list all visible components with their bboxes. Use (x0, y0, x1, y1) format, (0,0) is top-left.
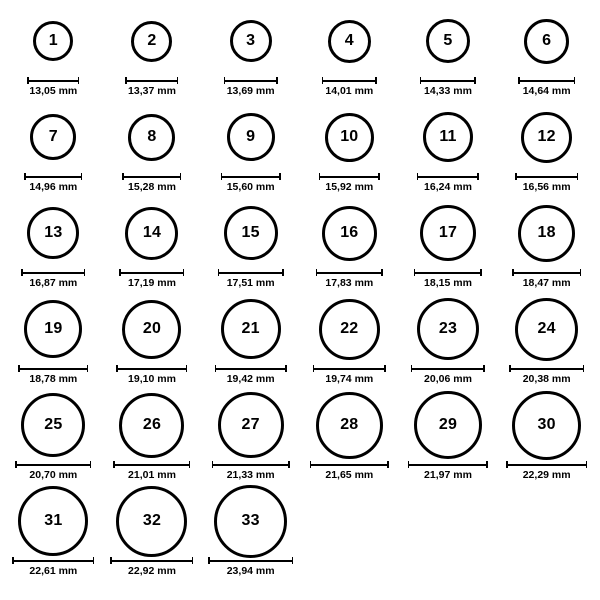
dimension-tick-left-icon (319, 173, 321, 180)
ring-circle-wrap (131, 10, 172, 72)
dimension-tick-left-icon (18, 365, 20, 372)
ring-size-cell[interactable] (103, 202, 202, 298)
dimension-line-icon (322, 77, 377, 84)
ring-diameter-text: 22,29 mm (522, 469, 571, 481)
dimension-tick-right-icon (285, 365, 287, 372)
ring-size-cell[interactable] (201, 202, 300, 298)
ring-size-label: 12 (537, 128, 556, 145)
ring-size-cell[interactable] (399, 394, 498, 490)
ring-size-cell[interactable] (4, 10, 103, 106)
ring-dimension (509, 365, 584, 386)
ring-size-label: 26 (142, 416, 162, 433)
ring-size-label: 28 (340, 416, 359, 433)
dimension-line-icon (515, 173, 578, 180)
ring-diameter-text: 18,15 mm (424, 277, 472, 289)
ring-circle-wrap (423, 106, 473, 168)
ring-size-label: 24 (537, 320, 556, 337)
ring-diameter-text: 18,47 mm (522, 277, 571, 289)
ring-size-label: 1 (48, 32, 58, 49)
ring-size-label: 20 (142, 320, 162, 337)
dimension-tick-right-icon (78, 77, 80, 84)
dimension-tick-right-icon (375, 77, 377, 84)
ring-size-cell[interactable] (201, 10, 300, 106)
ring-circle (33, 21, 73, 61)
ring-diameter-text: 17,83 mm (325, 277, 374, 289)
ring-size-cell[interactable] (4, 202, 103, 298)
ring-size-label: 4 (344, 32, 354, 49)
ring-size-label: 2 (147, 32, 157, 49)
dimension-tick-right-icon (483, 365, 485, 372)
ring-circle (30, 114, 76, 160)
ring-size-label: 9 (246, 128, 256, 145)
dimension-tick-right-icon (180, 173, 182, 180)
ring-diameter-text: 14,96 mm (29, 181, 78, 193)
ring-size-cell[interactable] (103, 490, 202, 586)
dimension-line-icon (221, 173, 281, 180)
dimension-tick-left-icon (15, 461, 17, 468)
ring-circle-wrap (325, 106, 374, 168)
dimension-line-icon (506, 461, 587, 468)
dimension-tick-left-icon (122, 173, 124, 180)
dimension-line-icon (27, 77, 79, 84)
ring-dimension (316, 269, 383, 290)
ring-size-label: 16 (340, 224, 359, 241)
ring-circle-wrap (524, 10, 569, 72)
dimension-tick-left-icon (414, 269, 416, 276)
ring-circle (322, 206, 377, 261)
ring-size-label: 29 (438, 416, 458, 433)
ring-size-cell[interactable] (497, 298, 596, 394)
ring-diameter-text: 15,28 mm (128, 181, 176, 193)
ring-dimension (224, 77, 278, 98)
ring-diameter-text: 22,61 mm (29, 565, 78, 577)
ring-diameter-text: 23,94 mm (226, 565, 275, 577)
ring-circle-wrap (316, 394, 383, 456)
ring-size-cell[interactable] (497, 10, 596, 106)
dimension-tick-left-icon (21, 269, 23, 276)
dimension-line-icon (12, 557, 94, 564)
ring-dimension (313, 365, 386, 386)
dimension-tick-right-icon (282, 269, 284, 276)
dimension-tick-right-icon (189, 461, 191, 468)
dimension-line-icon (119, 269, 184, 276)
ring-dimension (322, 77, 377, 98)
ring-diameter-text: 21,97 mm (424, 469, 472, 481)
dimension-line-icon (208, 557, 293, 564)
ring-size-label: 3 (246, 32, 256, 49)
ring-circle (21, 393, 85, 457)
ring-circle-wrap (322, 202, 377, 264)
ring-dimension (24, 173, 82, 194)
dimension-line-icon (224, 77, 278, 84)
ring-size-cell[interactable] (201, 394, 300, 490)
ring-circle (420, 205, 476, 261)
ring-circle (116, 486, 187, 557)
ring-diameter-text: 15,92 mm (325, 181, 374, 193)
dimension-tick-right-icon (90, 461, 92, 468)
ring-dimension (518, 77, 575, 98)
ring-size-cell[interactable] (103, 106, 202, 202)
ring-circle (328, 20, 371, 63)
ring-dimension (208, 557, 293, 578)
dimension-line-icon (113, 461, 190, 468)
dimension-tick-left-icon (224, 77, 226, 84)
ring-diameter-text: 14,64 mm (522, 85, 571, 97)
dimension-tick-right-icon (177, 77, 179, 84)
ring-diameter-text: 14,33 mm (424, 85, 472, 97)
ring-size-label: 8 (147, 128, 157, 145)
ring-circle-wrap (221, 298, 281, 360)
ring-size-cell[interactable] (4, 298, 103, 394)
ring-diameter-text: 13,05 mm (29, 85, 78, 97)
ring-circle (128, 114, 175, 161)
ring-circle (221, 299, 281, 359)
ring-dimension (506, 461, 587, 482)
ring-size-label: 19 (44, 320, 63, 337)
ring-diameter-text: 14,01 mm (325, 85, 374, 97)
ring-dimension (125, 77, 178, 98)
dimension-tick-right-icon (586, 461, 588, 468)
dimension-tick-right-icon (276, 77, 278, 84)
dimension-tick-left-icon (218, 269, 220, 276)
ring-diameter-text: 19,42 mm (226, 373, 275, 385)
ring-dimension (319, 173, 380, 194)
dimension-tick-right-icon (583, 365, 585, 372)
dimension-tick-right-icon (93, 557, 95, 564)
dimension-line-icon (313, 365, 386, 372)
dimension-tick-right-icon (192, 557, 194, 564)
ring-diameter-text: 16,87 mm (29, 277, 78, 289)
ring-dimension (310, 461, 389, 482)
ring-circle (119, 393, 184, 458)
ring-circle-wrap (224, 202, 278, 264)
dimension-tick-right-icon (574, 77, 576, 84)
ring-diameter-text: 16,24 mm (424, 181, 472, 193)
ring-size-label: 21 (241, 320, 260, 337)
ring-dimension (12, 557, 94, 578)
ring-size-label: 5 (443, 32, 453, 49)
ring-circle (230, 20, 272, 62)
dimension-line-icon (15, 461, 91, 468)
ring-circle-wrap (227, 106, 275, 168)
ring-circle (515, 298, 578, 361)
ring-circle-wrap (521, 106, 572, 168)
ring-circle-wrap (218, 394, 284, 456)
dimension-tick-right-icon (577, 173, 579, 180)
ring-circle (518, 205, 575, 262)
dimension-line-icon (417, 173, 479, 180)
ring-circle-wrap (420, 202, 476, 264)
ring-diameter-text: 20,06 mm (424, 373, 472, 385)
dimension-tick-left-icon (322, 77, 324, 84)
ring-diameter-text: 20,70 mm (29, 469, 78, 481)
ring-size-cell[interactable] (103, 394, 202, 490)
ring-size-label: 14 (142, 224, 162, 241)
ring-dimension (512, 269, 581, 290)
ring-size-label: 6 (542, 32, 552, 49)
ring-dimension (110, 557, 193, 578)
dimension-line-icon (408, 461, 488, 468)
dimension-tick-left-icon (221, 173, 223, 180)
ring-size-cell[interactable] (4, 490, 103, 586)
ring-size-label: 10 (340, 128, 359, 145)
ring-circle-wrap (512, 394, 581, 456)
dimension-tick-left-icon (27, 77, 29, 84)
ring-size-label: 18 (537, 224, 556, 241)
ring-circle-wrap (116, 490, 187, 552)
ring-size-label: 15 (241, 224, 260, 241)
ring-circle (521, 112, 572, 163)
dimension-line-icon (319, 173, 380, 180)
dimension-line-icon (24, 173, 82, 180)
ring-circle (224, 206, 278, 260)
ring-circle-wrap (18, 490, 88, 552)
ring-dimension (18, 365, 88, 386)
dimension-tick-right-icon (288, 461, 290, 468)
dimension-line-icon (116, 365, 187, 372)
dimension-tick-right-icon (84, 269, 86, 276)
ring-size-cell[interactable] (399, 202, 498, 298)
dimension-tick-left-icon (215, 365, 217, 372)
dimension-tick-right-icon (480, 269, 482, 276)
ring-diameter-text: 18,78 mm (29, 373, 78, 385)
ring-dimension (515, 173, 578, 194)
dimension-line-icon (509, 365, 584, 372)
dimension-tick-right-icon (279, 173, 281, 180)
ring-circle-wrap (214, 490, 287, 552)
ring-dimension (218, 269, 284, 290)
dimension-tick-right-icon (186, 365, 188, 372)
dimension-line-icon (18, 365, 88, 372)
ring-diameter-text: 20,38 mm (522, 373, 571, 385)
ring-circle-wrap (125, 202, 178, 264)
ring-size-label: 7 (48, 128, 58, 145)
ring-circle-wrap (414, 394, 482, 456)
dimension-tick-left-icon (119, 269, 121, 276)
dimension-tick-left-icon (116, 365, 118, 372)
dimension-tick-left-icon (113, 461, 115, 468)
dimension-tick-left-icon (408, 461, 410, 468)
dimension-line-icon (122, 173, 181, 180)
dimension-tick-left-icon (515, 173, 517, 180)
dimension-line-icon (414, 269, 482, 276)
ring-circle (524, 19, 569, 64)
ring-dimension (215, 365, 287, 386)
ring-size-cell[interactable] (4, 106, 103, 202)
ring-size-cell[interactable] (300, 394, 399, 490)
ring-circle (27, 207, 79, 259)
ring-size-label: 13 (44, 224, 63, 241)
ring-dimension (116, 365, 187, 386)
dimension-tick-right-icon (292, 557, 294, 564)
dimension-line-icon (316, 269, 383, 276)
ring-size-cell[interactable] (497, 394, 596, 490)
ring-circle (426, 19, 470, 63)
ring-size-cell[interactable] (103, 10, 202, 106)
ring-circle (319, 299, 380, 360)
ring-circle (131, 21, 172, 62)
ring-circle-wrap (515, 298, 578, 360)
ring-size-label: 33 (241, 512, 260, 529)
dimension-tick-right-icon (81, 173, 83, 180)
ring-circle-wrap (230, 10, 272, 72)
dimension-line-icon (420, 77, 476, 84)
ring-dimension (411, 365, 485, 386)
ring-diameter-text: 16,56 mm (522, 181, 571, 193)
ring-diameter-text: 17,19 mm (128, 277, 176, 289)
ring-size-cell[interactable] (399, 298, 498, 394)
ring-size-cell[interactable] (201, 490, 300, 586)
ring-circle (512, 391, 581, 460)
dimension-tick-left-icon (417, 173, 419, 180)
ring-size-cell[interactable] (103, 298, 202, 394)
ring-circle (18, 486, 88, 556)
ring-circle-wrap (319, 298, 380, 360)
dimension-tick-left-icon (420, 77, 422, 84)
ring-circle (227, 113, 275, 161)
ring-circle-wrap (128, 106, 175, 168)
dimension-tick-left-icon (310, 461, 312, 468)
ring-circle-wrap (33, 10, 73, 72)
ring-size-label: 30 (537, 416, 556, 433)
ring-size-cell[interactable] (399, 10, 498, 106)
dimension-tick-right-icon (381, 269, 383, 276)
dimension-line-icon (218, 269, 284, 276)
dimension-line-icon (215, 365, 287, 372)
ring-size-cell[interactable] (201, 106, 300, 202)
dimension-tick-right-icon (387, 461, 389, 468)
dimension-tick-left-icon (506, 461, 508, 468)
ring-dimension (113, 461, 190, 482)
ring-dimension (417, 173, 479, 194)
ring-diameter-text: 13,37 mm (128, 85, 176, 97)
ring-circle-wrap (328, 10, 371, 72)
ring-circle-wrap (21, 394, 85, 456)
dimension-tick-left-icon (313, 365, 315, 372)
ring-dimension (408, 461, 488, 482)
ring-size-cell[interactable] (300, 106, 399, 202)
ring-circle-wrap (24, 298, 82, 360)
ring-size-cell[interactable] (399, 106, 498, 202)
ring-dimension (221, 173, 281, 194)
ring-circle (122, 300, 181, 359)
ring-size-grid (4, 10, 596, 586)
dimension-tick-left-icon (110, 557, 112, 564)
dimension-tick-left-icon (24, 173, 26, 180)
ring-size-label: 25 (44, 416, 63, 433)
dimension-tick-left-icon (509, 365, 511, 372)
dimension-line-icon (411, 365, 485, 372)
ring-circle (423, 112, 473, 162)
ring-size-cell[interactable] (300, 10, 399, 106)
ring-circle-wrap (426, 10, 470, 72)
ring-circle (214, 485, 287, 558)
ring-size-label: 23 (438, 320, 458, 337)
ring-diameter-text: 21,65 mm (325, 469, 374, 481)
ring-dimension (212, 461, 290, 482)
ring-circle (218, 392, 284, 458)
dimension-tick-left-icon (212, 461, 214, 468)
ring-circle-wrap (30, 106, 76, 168)
ring-size-cell[interactable] (497, 202, 596, 298)
dimension-tick-left-icon (125, 77, 127, 84)
ring-dimension (420, 77, 476, 98)
ring-circle-wrap (119, 394, 184, 456)
dimension-tick-right-icon (474, 77, 476, 84)
ring-diameter-text: 21,01 mm (128, 469, 176, 481)
ring-circle (316, 392, 383, 459)
ring-dimension (414, 269, 482, 290)
dimension-line-icon (518, 77, 575, 84)
ring-diameter-text: 22,92 mm (128, 565, 176, 577)
ring-circle (125, 207, 178, 260)
dimension-tick-left-icon (512, 269, 514, 276)
dimension-line-icon (21, 269, 85, 276)
ring-diameter-text: 21,33 mm (226, 469, 275, 481)
ring-diameter-text: 13,69 mm (226, 85, 275, 97)
dimension-tick-left-icon (208, 557, 210, 564)
ring-circle (24, 300, 82, 358)
ring-diameter-text: 19,74 mm (325, 373, 374, 385)
dimension-line-icon (512, 269, 581, 276)
ring-size-label: 22 (340, 320, 359, 337)
ring-circle (414, 391, 482, 459)
dimension-tick-left-icon (316, 269, 318, 276)
ring-circle-wrap (122, 298, 181, 360)
ring-circle-wrap (518, 202, 575, 264)
ring-diameter-text: 19,10 mm (128, 373, 176, 385)
dimension-tick-left-icon (12, 557, 14, 564)
ring-size-label: 27 (241, 416, 260, 433)
dimension-line-icon (310, 461, 389, 468)
dimension-tick-right-icon (378, 173, 380, 180)
ring-size-label: 32 (142, 512, 162, 529)
dimension-tick-right-icon (183, 269, 185, 276)
ring-dimension (122, 173, 181, 194)
ring-diameter-text: 17,51 mm (226, 277, 275, 289)
ring-size-label: 31 (44, 512, 63, 529)
ring-size-label: 17 (438, 224, 458, 241)
ring-circle-wrap (27, 202, 79, 264)
dimension-line-icon (212, 461, 290, 468)
ring-dimension (27, 77, 79, 98)
ring-size-cell[interactable] (497, 106, 596, 202)
ring-size-label: 11 (439, 128, 457, 145)
dimension-tick-right-icon (87, 365, 89, 372)
dimension-line-icon (110, 557, 193, 564)
ring-dimension (21, 269, 85, 290)
ring-circle (325, 113, 374, 162)
ring-dimension (119, 269, 184, 290)
ring-dimension (15, 461, 91, 482)
dimension-tick-right-icon (486, 461, 488, 468)
ring-circle (417, 298, 479, 360)
dimension-tick-left-icon (411, 365, 413, 372)
dimension-line-icon (125, 77, 178, 84)
dimension-tick-right-icon (384, 365, 386, 372)
dimension-tick-right-icon (580, 269, 582, 276)
ring-size-cell[interactable] (300, 298, 399, 394)
dimension-tick-left-icon (518, 77, 520, 84)
ring-size-cell[interactable] (300, 202, 399, 298)
dimension-tick-right-icon (477, 173, 479, 180)
ring-circle-wrap (417, 298, 479, 360)
ring-diameter-text: 15,60 mm (226, 181, 275, 193)
ring-size-cell[interactable] (4, 394, 103, 490)
ring-size-cell[interactable] (201, 298, 300, 394)
